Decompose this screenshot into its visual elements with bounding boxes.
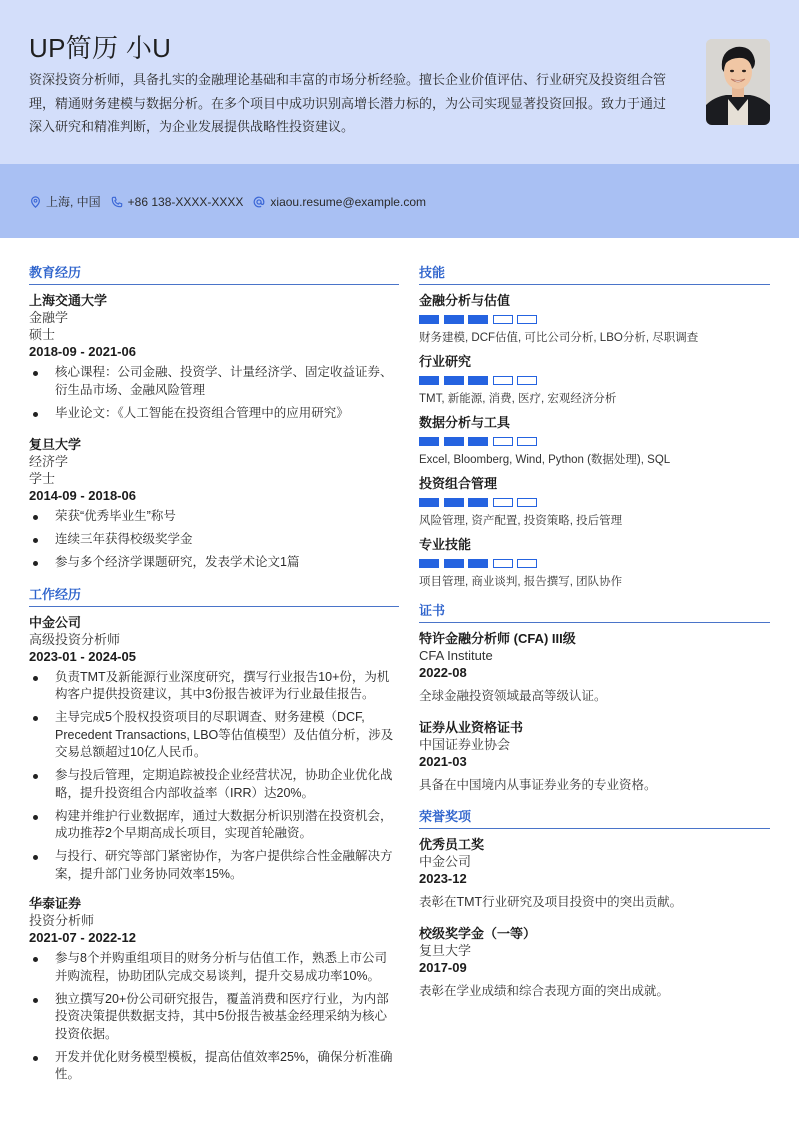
section-title-education: 教育经历 xyxy=(29,264,399,285)
profile-photo xyxy=(706,39,770,125)
section-title-certificates: 证书 xyxy=(419,602,770,623)
level-bar-filled xyxy=(419,315,439,324)
degree: 学士 xyxy=(29,471,56,486)
section-title-awards: 荣誉奖项 xyxy=(419,808,770,829)
education-entry xyxy=(29,292,399,422)
bullet-item: 独立撰写20+份公司研究报告，覆盖消费和医疗行业，为内部投资决策提供数据支持，其中5份报告被基金经理采纳为核心投资依据。 xyxy=(29,991,399,1044)
award-name: 优秀员工奖 xyxy=(419,837,485,852)
map-pin-icon xyxy=(29,196,41,208)
job-role: 投资分析师 xyxy=(29,913,95,928)
bullet-list xyxy=(29,950,399,1084)
award-issuer: 中金公司 xyxy=(419,854,472,869)
bullet-list xyxy=(29,364,399,422)
profile-summary: 资深投资分析师，具备扎实的金融理论基础和丰富的市场分析经验。擅长企业价值评估、行业研究及投资组合管理，精通财务建模与数据分析。在多个项目中成功识别高增长潜力标的，为公司实现显著投资回报。致力于通过深入研究和精准判断，为企业发展提供战略性投资建议。 xyxy=(29,72,667,134)
level-bar-empty xyxy=(493,559,513,568)
certificate-item xyxy=(419,630,770,705)
bullet-item: 参与多个经济学课题研究，发表学术论文1篇 xyxy=(29,554,399,572)
level-bar-empty xyxy=(517,376,537,385)
email-text[interactable]: xiaou.resume@example.com xyxy=(270,194,426,209)
date-range: 2021-07 - 2022-12 xyxy=(29,930,136,945)
skill-level-bars xyxy=(419,559,770,568)
level-bar-empty xyxy=(493,376,513,385)
company-name: 中金公司 xyxy=(29,614,82,630)
award-date: 2017-09 xyxy=(419,960,467,975)
contact-phone[interactable] xyxy=(111,195,244,209)
award-item xyxy=(419,836,770,911)
major: 金融学 xyxy=(29,310,69,325)
certificate-date: 2021-03 xyxy=(419,754,467,769)
level-bar-filled xyxy=(419,437,439,446)
skill-item xyxy=(419,353,770,407)
skill-item xyxy=(419,292,770,346)
bullet-item: 构建并维护行业数据库，通过大数据分析识别潜在投资机会，成功推荐2个早期高成长项目，实现首轮融资。 xyxy=(29,808,399,843)
level-bar-empty xyxy=(493,315,513,324)
skill-desc: 财务建模, DCF估值, 可比公司分析, LBO分析, 尽职调查 xyxy=(419,332,699,344)
award-desc: 表彰在TMT行业研究及项目投资中的突出贡献。 xyxy=(419,895,683,909)
level-bar-filled xyxy=(419,498,439,507)
skill-item xyxy=(419,414,770,468)
certificates-section xyxy=(419,602,770,794)
award-name: 校级奖学金（一等） xyxy=(419,926,537,941)
bullet-item: 参与8个并购重组项目的财务分析与估值工作，熟悉上市公司并购流程，协助团队完成交易谈判，提升交易成功率10%。 xyxy=(29,950,399,985)
skill-level-bars xyxy=(419,376,770,385)
award-desc: 表彰在学业成绩和综合表现方面的突出成就。 xyxy=(419,984,670,998)
bullet-item: 主导完成5个股权投资项目的尽职调查、财务建模（DCF, Precedent Transactions, LBO等估值模型）及估值分析，涉及交易总额超过10亿人民币。 xyxy=(29,709,399,762)
award-item xyxy=(419,925,770,1000)
skill-item xyxy=(419,475,770,529)
resume-header xyxy=(0,0,799,164)
bullet-item: 荣获“优秀毕业生”称号 xyxy=(29,508,399,526)
level-bar-empty xyxy=(493,498,513,507)
level-bar-empty xyxy=(517,315,537,324)
education-entry xyxy=(29,436,399,572)
level-bar-filled xyxy=(419,559,439,568)
at-sign-icon xyxy=(253,196,265,208)
job-role: 高级投资分析师 xyxy=(29,631,121,647)
level-bar-empty xyxy=(493,437,513,446)
phone-icon xyxy=(111,196,123,208)
school-name: 复旦大学 xyxy=(29,437,82,452)
level-bar-filled xyxy=(468,376,488,385)
level-bar-filled xyxy=(468,437,488,446)
major: 经济学 xyxy=(29,454,69,469)
certificate-desc: 具备在中国境内从事证券业务的专业资格。 xyxy=(419,778,657,792)
skill-level-bars xyxy=(419,498,770,507)
bullet-list xyxy=(29,508,399,572)
contact-location xyxy=(29,193,101,210)
degree: 硕士 xyxy=(29,327,56,342)
skill-desc: Excel, Bloomberg, Wind, Python (数据处理), SQL xyxy=(419,454,671,466)
bullet-item: 核心课程：公司金融、投资学、计量经济学、固定收益证券、衍生品市场、金融风险管理 xyxy=(29,364,399,399)
certificate-issuer: 中国证券业协会 xyxy=(419,737,511,752)
right-column xyxy=(419,264,770,1009)
skill-name: 投资组合管理 xyxy=(419,476,498,491)
bullet-item: 与投行、研究等部门紧密协作，为客户提供综合性金融解决方案，提升部门业务协同效率15%。 xyxy=(29,848,399,883)
skill-desc: 项目管理, 商业谈判, 报告撰写, 团队协作 xyxy=(419,576,623,588)
phone-text[interactable]: +86 138-XXXX-XXXX xyxy=(127,194,244,209)
candidate-name: UP简历 小U xyxy=(29,33,172,63)
certificate-name: 特许金融分析师 (CFA) III级 xyxy=(419,631,576,646)
date-range: 2023-01 - 2024-05 xyxy=(29,648,136,664)
education-section xyxy=(29,264,399,572)
skill-name: 专业技能 xyxy=(419,537,472,552)
section-title-skills: 技能 xyxy=(419,264,770,285)
level-bar-empty xyxy=(517,559,537,568)
certificate-issuer: CFA Institute xyxy=(419,648,493,663)
work-entry xyxy=(29,614,399,884)
award-issuer: 复旦大学 xyxy=(419,943,472,958)
bullet-item: 连续三年获得校级奖学金 xyxy=(29,531,399,549)
level-bar-filled xyxy=(468,559,488,568)
date-range: 2018-09 - 2021-06 xyxy=(29,344,136,359)
certificate-desc: 全球金融投资领域最高等级认证。 xyxy=(419,689,607,703)
certificate-item xyxy=(419,719,770,794)
certificate-name: 证券从业资格证书 xyxy=(419,720,524,735)
skill-level-bars xyxy=(419,437,770,446)
level-bar-filled xyxy=(444,498,464,507)
skill-level-bars xyxy=(419,315,770,324)
bullet-item: 毕业论文：《人工智能在投资组合管理中的应用研究》 xyxy=(29,405,399,423)
awards-section xyxy=(419,808,770,1000)
bullet-list xyxy=(29,669,399,884)
work-section xyxy=(29,586,399,1084)
bullet-item: 开发并优化财务模型模板，提高估值效率25%，确保分析准确性。 xyxy=(29,1049,399,1084)
level-bar-filled xyxy=(419,376,439,385)
contact-email[interactable] xyxy=(253,195,426,209)
left-column xyxy=(29,264,399,1092)
location-text: 上海, 中国 xyxy=(46,195,101,209)
work-entry xyxy=(29,895,399,1084)
level-bar-filled xyxy=(444,315,464,324)
company-name: 华泰证券 xyxy=(29,896,82,911)
school-name: 上海交通大学 xyxy=(29,293,108,308)
skill-desc: 风险管理, 资产配置, 投资策略, 投后管理 xyxy=(419,515,623,527)
avatar-photo-icon xyxy=(706,39,770,125)
skill-desc: TMT, 新能源, 消费, 医疗, 宏观经济分析 xyxy=(419,393,617,405)
skills-section xyxy=(419,264,770,590)
level-bar-empty xyxy=(517,437,537,446)
skill-name: 行业研究 xyxy=(419,354,472,369)
skill-item xyxy=(419,536,770,590)
date-range: 2014-09 - 2018-06 xyxy=(29,488,136,503)
skill-name: 数据分析与工具 xyxy=(419,415,511,430)
level-bar-filled xyxy=(444,437,464,446)
contact-bar xyxy=(0,164,799,238)
level-bar-filled xyxy=(468,498,488,507)
bullet-item: 参与投后管理，定期追踪被投企业经营状况，协助企业优化战略，提升投资组合内部收益率（IRR）达20%。 xyxy=(29,767,399,802)
certificate-date: 2022-08 xyxy=(419,665,467,680)
level-bar-filled xyxy=(444,559,464,568)
level-bar-empty xyxy=(517,498,537,507)
level-bar-filled xyxy=(444,376,464,385)
skill-name: 金融分析与估值 xyxy=(419,293,511,308)
section-title-work: 工作经历 xyxy=(29,586,399,607)
bullet-item: 负责TMT及新能源行业深度研究，撰写行业报告10+份，为机构客户提供投资建议，其中3份报告被评为行业最佳报告。 xyxy=(29,669,399,704)
award-date: 2023-12 xyxy=(419,871,467,886)
level-bar-filled xyxy=(468,315,488,324)
